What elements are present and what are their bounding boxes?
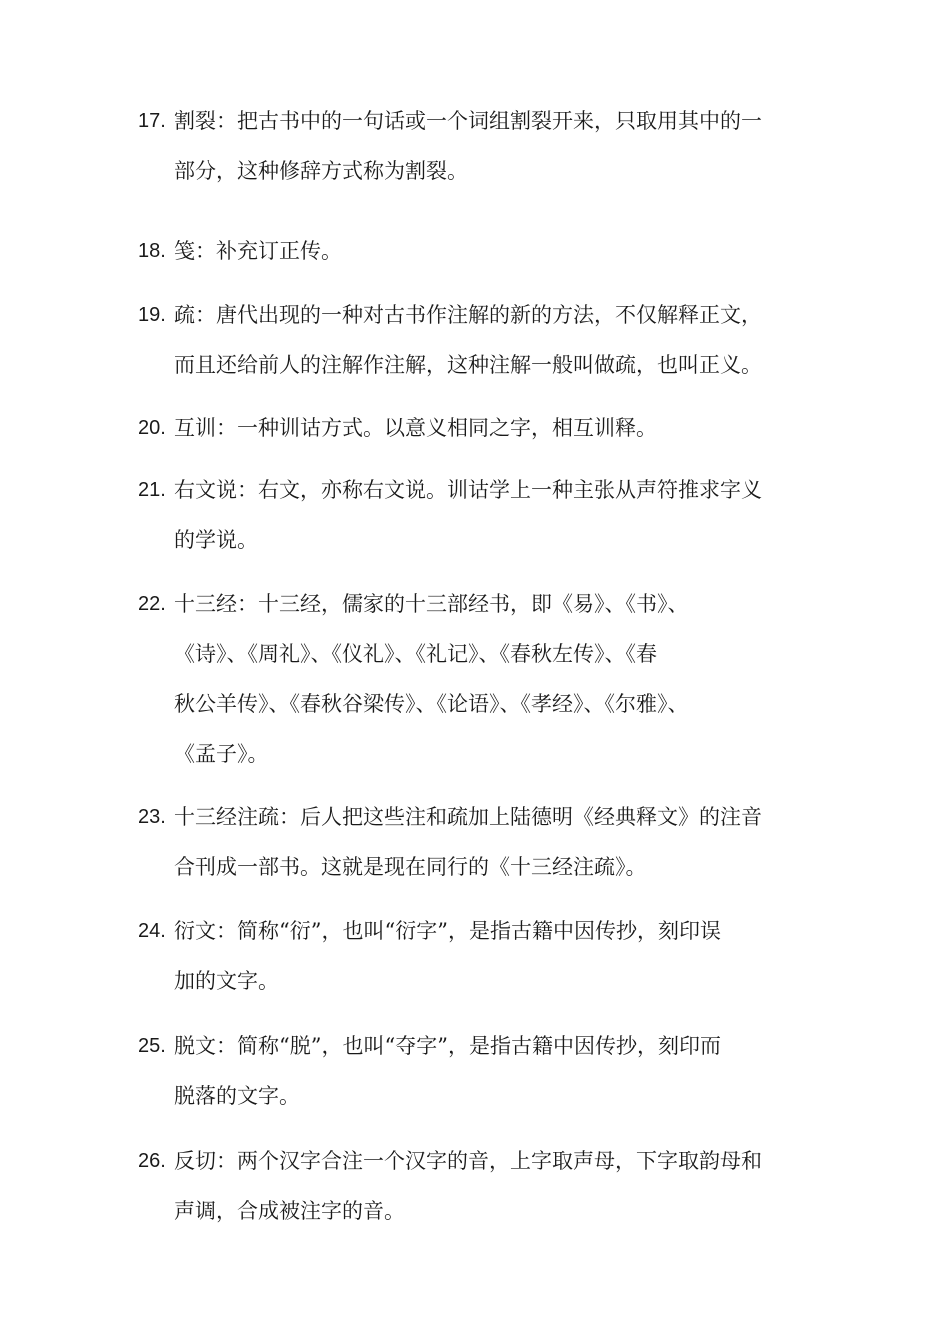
entry-text [174, 1021, 818, 1121]
entry-line: 右文说：右文，亦称右文说。训诂学上一种主张从声符推求字义 [174, 478, 762, 502]
entry-line: 合刊成一部书。这就是现在同行的《十三经注疏》。 [174, 855, 647, 879]
entry-line: 脱落的文字。 [174, 1084, 300, 1108]
entry-line: 部分，这种修辞方式称为割裂。 [174, 159, 468, 183]
entry-18 [138, 226, 818, 276]
entry-line: 十三经注疏：后人把这些注和疏加上陆德明《经典释文》的注音 [174, 805, 762, 829]
entry-26 [138, 1136, 818, 1236]
entry-text [174, 579, 818, 779]
entry-line: 脱文：简称“脱”，也叫“夺字”，是指古籍中因传抄，刻印而 [174, 1034, 721, 1058]
entry-number: 17. [138, 110, 166, 132]
entry-line: 秋公羊传》、《春秋谷梁传》、《论语》、《孝经》、《尔雅》、 [174, 692, 689, 716]
entry-number: 21. [138, 479, 166, 501]
entry-number: 18. [138, 240, 166, 262]
entry-25 [138, 1021, 818, 1121]
entry-number: 20. [138, 417, 166, 439]
entry-line: 的学说。 [174, 528, 258, 552]
entry-24 [138, 906, 818, 1006]
entry-line: 声调，合成被注字的音。 [174, 1199, 405, 1223]
entry-text [174, 290, 818, 390]
entry-text [174, 96, 818, 196]
entry-line: 笺：补充订正传。 [174, 239, 342, 263]
entry-line: 《孟子》。 [174, 742, 269, 766]
entry-19 [138, 290, 818, 390]
entry-number: 22. [138, 593, 166, 615]
entry-line: 《诗》、《周礼》、《仪礼》、《礼记》、《春秋左传》、《春 [174, 642, 657, 666]
entry-line: 割裂：把古书中的一句话或一个词组割裂开来，只取用其中的一 [174, 109, 762, 133]
entry-text [174, 792, 818, 892]
entry-text [174, 226, 818, 276]
entry-text [174, 403, 818, 453]
entry-number: 26. [138, 1150, 166, 1172]
entry-line: 而且还给前人的注解作注解，这种注解一般叫做疏，也叫正义。 [174, 353, 762, 377]
entry-line: 加的文字。 [174, 969, 279, 993]
entry-number: 19. [138, 304, 166, 326]
entry-21 [138, 465, 818, 565]
entry-17 [138, 96, 818, 196]
entry-number: 24. [138, 920, 166, 942]
entry-line: 互训：一种训诂方式。以意义相同之字，相互训释。 [174, 416, 657, 440]
entry-23 [138, 792, 818, 892]
entry-line: 十三经：十三经，儒家的十三部经书，即《易》、《书》、 [174, 592, 689, 616]
entry-line: 反切：两个汉字合注一个汉字的音，上字取声母，下字取韵母和 [174, 1149, 762, 1173]
entry-20 [138, 403, 818, 453]
entry-22 [138, 579, 818, 779]
entry-number: 23. [138, 806, 166, 828]
entry-number: 25. [138, 1035, 166, 1057]
entry-text [174, 465, 818, 565]
entry-line: 疏：唐代出现的一种对古书作注解的新的方法，不仅解释正文， [174, 303, 762, 327]
entry-text [174, 1136, 818, 1236]
entry-line: 衍文：简称“衍”，也叫“衍字”，是指古籍中因传抄，刻印误 [174, 919, 721, 943]
entry-text [174, 906, 818, 1006]
